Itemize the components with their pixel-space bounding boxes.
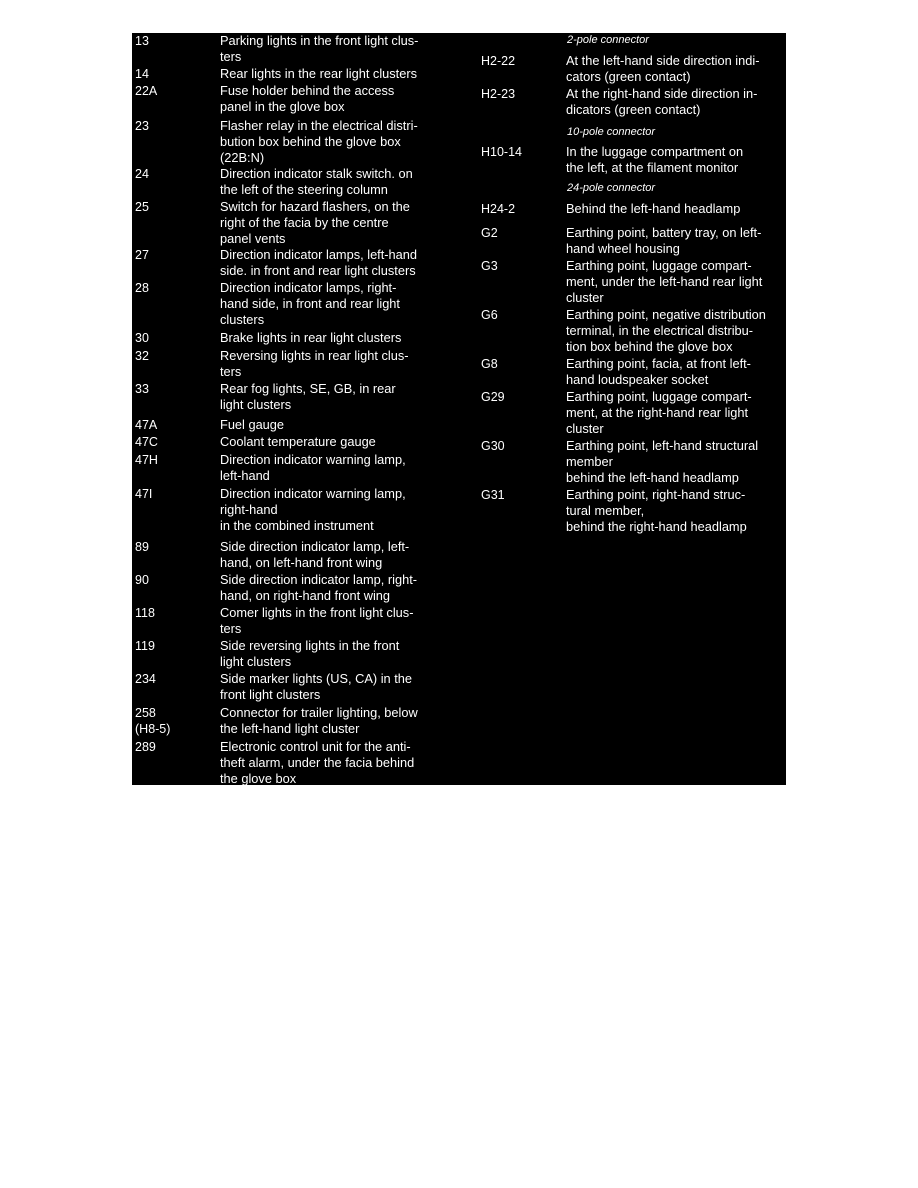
description-line: the left-hand light cluster <box>220 721 360 736</box>
description-line: right-hand <box>220 502 278 517</box>
legend-code: 32 <box>135 349 149 363</box>
description-line: light clusters <box>220 397 292 412</box>
legend-description <box>220 434 376 450</box>
legend-code: G30 <box>481 439 505 453</box>
legend-description <box>566 389 752 437</box>
description-line: At the right-hand side direction in- <box>566 86 758 101</box>
description-line: hand, on left-hand front wing <box>220 555 383 570</box>
description-line: front light clusters <box>220 687 321 702</box>
description-line: Side direction indicator lamp, left- <box>220 539 410 554</box>
legend-description <box>566 86 757 118</box>
legend-description <box>220 166 413 198</box>
legend-code: 24 <box>135 167 149 181</box>
legend-description <box>220 66 417 82</box>
legend-code: H10-14 <box>481 145 522 159</box>
legend-description <box>566 225 761 257</box>
description-line: right of the facia by the centre <box>220 215 389 230</box>
description-line: the left of the steering column <box>220 182 388 197</box>
legend-code: 30 <box>135 331 149 345</box>
description-line: ters <box>220 364 242 379</box>
description-line: cators (green contact) <box>566 69 691 84</box>
description-line: Reversing lights in rear light clus- <box>220 348 409 363</box>
description-line: light clusters <box>220 654 292 669</box>
description-line: dicators (green contact) <box>566 102 701 117</box>
description-line: behind the right-hand headlamp <box>566 519 747 534</box>
legend-code: 90 <box>135 573 149 587</box>
legend-description <box>220 572 417 604</box>
description-line: tural member, <box>566 503 645 518</box>
legend-code: 234 <box>135 672 156 686</box>
legend-description <box>566 53 759 85</box>
legend-code: 14 <box>135 67 149 81</box>
connector-subheading: 24-pole connector <box>567 182 656 194</box>
legend-code: G6 <box>481 308 498 322</box>
legend-code: 89 <box>135 540 149 554</box>
legend-description <box>220 671 412 703</box>
legend-code: 119 <box>135 639 155 653</box>
description-line: hand side, in front and rear light <box>220 296 400 311</box>
legend-description <box>566 144 743 176</box>
description-line: Side marker lights (US, CA) in the <box>220 671 413 686</box>
legend-code: 47H <box>135 453 158 467</box>
connector-subheading: 2-pole connector <box>567 34 649 46</box>
legend-code: 118 <box>135 606 155 620</box>
description-line: member <box>566 454 613 469</box>
description-line: cluster <box>566 421 604 436</box>
description-line: At the left-hand side direction indi- <box>566 53 760 68</box>
description-line: (22B:N) <box>220 150 265 165</box>
description-line: ment, at the right-hand rear light <box>566 405 749 420</box>
description-line: Brake lights in rear light clusters <box>220 330 402 345</box>
description-line: behind the left-hand headlamp <box>566 470 739 485</box>
legend-code: G2 <box>481 226 498 240</box>
description-line: theft alarm, under the facia behind <box>220 755 415 770</box>
legend-description <box>566 307 766 355</box>
description-line: Direction indicator lamps, right- <box>220 280 397 295</box>
description-line: panel vents <box>220 231 286 246</box>
legend-code: H2-22 <box>481 54 516 68</box>
legend-code: 27 <box>135 248 149 262</box>
description-line: terminal, in the electrical distribu- <box>566 323 754 338</box>
description-line: Flasher relay in the electrical distri- <box>220 118 418 133</box>
legend-description <box>566 438 758 486</box>
legend-code: G8 <box>481 357 498 371</box>
description-line: Behind the left-hand headlamp <box>566 201 741 216</box>
legend-description <box>220 247 417 279</box>
description-line: Fuel gauge <box>220 417 285 432</box>
description-line: Earthing point, battery tray, on left- <box>566 225 762 240</box>
description-line: Switch for hazard flashers, on the <box>220 199 410 214</box>
description-line: bution box behind the glove box <box>220 134 401 149</box>
description-line: Side reversing lights in the front <box>220 638 400 653</box>
legend-description <box>220 605 413 637</box>
legend-code: 13 <box>135 34 149 48</box>
description-line: clusters <box>220 312 265 327</box>
description-line: Earthing point, facia, at front left- <box>566 356 751 371</box>
legend-description <box>220 417 284 433</box>
legend-code: G31 <box>481 488 505 502</box>
legend-code: H2-23 <box>481 87 516 101</box>
legend-description <box>220 330 401 346</box>
legend-description <box>566 201 740 217</box>
description-line: cluster <box>566 290 604 305</box>
description-line: Earthing point, negative distribution <box>566 307 766 322</box>
description-line: Earthing point, left-hand structural <box>566 438 759 453</box>
legend-description <box>220 739 414 785</box>
legend-code: 289 <box>135 740 156 754</box>
legend-description <box>566 356 751 388</box>
legend-description <box>220 705 418 737</box>
description-line: ters <box>220 621 242 636</box>
legend-description <box>220 486 406 534</box>
legend-description <box>220 199 410 247</box>
legend-description <box>220 83 394 115</box>
legend-description <box>220 381 396 413</box>
description-line: Direction indicator warning lamp, <box>220 486 406 501</box>
legend-code: 23 <box>135 119 149 133</box>
description-line: left-hand <box>220 468 270 483</box>
description-line: Comer lights in the front light clus- <box>220 605 414 620</box>
description-line: ment, under the left-hand rear light <box>566 274 763 289</box>
legend-code: G3 <box>481 259 498 273</box>
legend-description <box>220 539 409 571</box>
description-line: tion box behind the glove box <box>566 339 733 354</box>
description-line: ters <box>220 49 242 64</box>
legend-description <box>220 348 408 380</box>
description-line: Fuse holder behind the access <box>220 83 395 98</box>
description-line: Earthing point, luggage compart- <box>566 258 752 273</box>
description-line: the left, at the filament monitor <box>566 160 739 175</box>
legend-description <box>566 487 747 535</box>
legend-code: 47I <box>135 487 153 501</box>
description-line: Electronic control unit for the anti- <box>220 739 411 754</box>
legend-code: 258 (H8-5) <box>135 706 171 736</box>
description-line: In the luggage compartment on <box>566 144 744 159</box>
legend-code: G29 <box>481 390 505 404</box>
legend-code: 33 <box>135 382 149 396</box>
description-line: the glove box <box>220 771 297 785</box>
legend-description <box>220 118 418 166</box>
description-line: Rear fog lights, SE, GB, in rear <box>220 381 396 396</box>
legend-panel <box>132 33 786 785</box>
description-line: side. in front and rear light clusters <box>220 263 416 278</box>
legend-description <box>220 638 399 670</box>
description-line: Coolant temperature gauge <box>220 434 376 449</box>
description-line: Side direction indicator lamp, right- <box>220 572 418 587</box>
legend-code: H24-2 <box>481 202 516 216</box>
legend-description <box>566 258 762 306</box>
description-line: Earthing point, luggage compart- <box>566 389 752 404</box>
legend-code: 22A <box>135 84 158 98</box>
description-line: hand loudspeaker socket <box>566 372 709 387</box>
legend-description <box>220 33 418 65</box>
description-line: panel in the glove box <box>220 99 345 114</box>
description-line: Direction indicator warning lamp, <box>220 452 406 467</box>
description-line: Direction indicator lamps, left-hand <box>220 247 418 262</box>
legend-description <box>220 452 406 484</box>
description-line: hand, on right-hand front wing <box>220 588 391 603</box>
legend-description <box>220 280 400 328</box>
description-line: Rear lights in the rear light clusters <box>220 66 418 81</box>
connector-subheading: 10-pole connector <box>567 126 656 138</box>
description-line: Parking lights in the front light clus- <box>220 33 419 48</box>
description-line: Earthing point, right-hand struc- <box>566 487 746 502</box>
description-line: Direction indicator stalk switch. on <box>220 166 413 181</box>
legend-code: 47A <box>135 418 158 432</box>
description-line: in the combined instrument <box>220 518 374 533</box>
legend-code: 47C <box>135 435 158 449</box>
description-line: Connector for trailer lighting, below <box>220 705 418 720</box>
legend-code: 25 <box>135 200 149 214</box>
description-line: hand wheel housing <box>566 241 680 256</box>
legend-code: 28 <box>135 281 149 295</box>
